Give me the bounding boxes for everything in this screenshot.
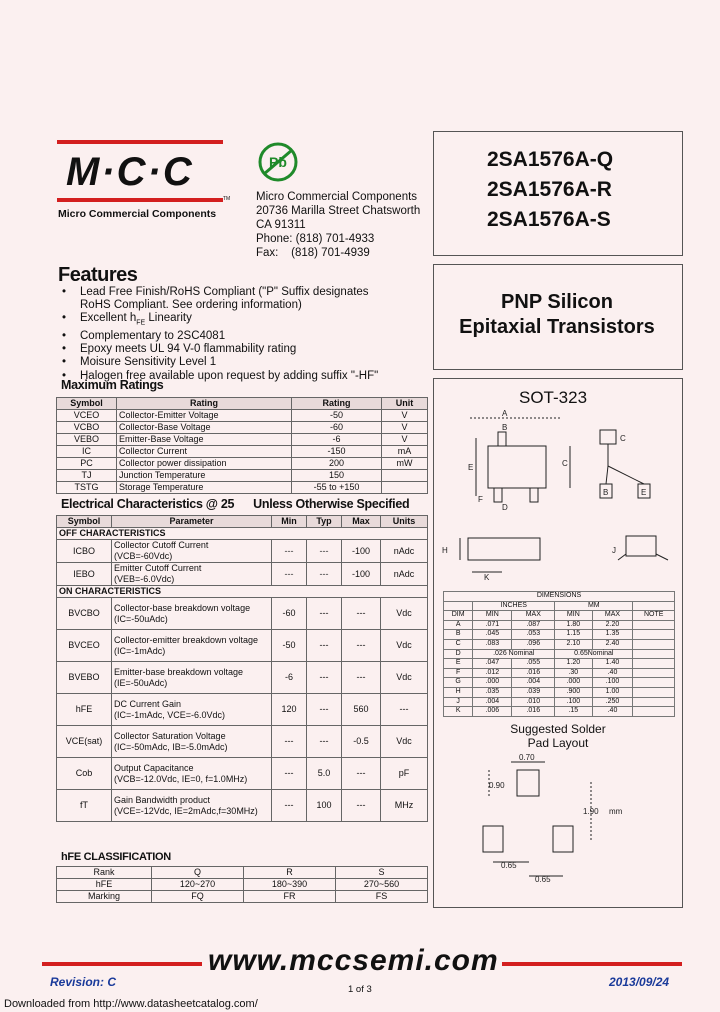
cell: .250 [592, 697, 633, 707]
solder-pad [517, 770, 539, 796]
table-row [57, 434, 428, 446]
cell: --- [307, 630, 342, 662]
cell: Vdc [381, 630, 428, 662]
cell: 1.80 [555, 620, 592, 630]
group-header: MM [555, 601, 633, 611]
footer-bar-right [502, 962, 682, 966]
cell: .083 [473, 639, 512, 649]
website-url[interactable]: www.mccsemi.com [208, 944, 499, 977]
part-number: 2SA1576A-Q [487, 148, 614, 171]
cell: -60 [272, 598, 307, 630]
cell: --- [342, 662, 381, 694]
cell: --- [342, 758, 381, 790]
param-name: Collector-emitter breakdown voltage [114, 634, 259, 645]
lead [498, 432, 506, 446]
table-header: Rating [117, 398, 292, 410]
cell: .045 [473, 630, 512, 640]
solder-title-line2: Pad Layout [527, 736, 589, 750]
cell [112, 630, 272, 662]
cell: nAdc [381, 540, 428, 563]
table-row [57, 598, 428, 630]
features-list [60, 286, 400, 383]
cell: mA [382, 446, 428, 458]
cell: DIM [444, 611, 473, 621]
cell: E [444, 659, 473, 669]
cell: Collector power dissipation [117, 458, 292, 470]
cell: MAX [592, 611, 633, 621]
table-row [57, 662, 428, 694]
cell [112, 758, 272, 790]
footer-bar-left [42, 962, 202, 966]
cell: ICBO [57, 540, 112, 563]
dim-title: DIMENSIONS [444, 592, 675, 602]
cell: nAdc [381, 563, 428, 586]
table-row [444, 697, 675, 707]
cell: Junction Temperature [117, 470, 292, 482]
cell: --- [342, 630, 381, 662]
cell: K [444, 707, 473, 717]
pin-label: C [620, 434, 626, 443]
address-line: CA 91311 [256, 219, 306, 231]
table-row [444, 649, 675, 659]
table-row [57, 422, 428, 434]
cell: Storage Temperature [117, 482, 292, 494]
cell: --- [342, 790, 381, 822]
cell: Q [152, 867, 244, 879]
cell: VCEO [57, 410, 117, 422]
cell [633, 649, 675, 659]
cell [633, 630, 675, 640]
cell: Vdc [381, 662, 428, 694]
table-row [444, 678, 675, 688]
cell [633, 639, 675, 649]
cell: J [444, 697, 473, 707]
features-title: Features [58, 264, 138, 286]
cell: .053 [512, 630, 555, 640]
table-row [57, 630, 428, 662]
dim-label: D [502, 503, 508, 512]
description-line1: PNP Silicon [501, 291, 613, 313]
dim-label: H [442, 546, 448, 555]
feature-item: • Halogen free available upon request by adding suffix "-HF" [60, 370, 400, 383]
cell: Collector-Emitter Voltage [117, 410, 292, 422]
cell: Collector-Base Voltage [117, 422, 292, 434]
cell: .055 [512, 659, 555, 669]
download-source: Downloaded from http://www.datasheetcatalog.com/ [4, 998, 258, 1010]
cell: BVCBO [57, 598, 112, 630]
cell: .30 [555, 668, 592, 678]
table-row [444, 620, 675, 630]
cell: MIN [555, 611, 592, 621]
feature-item: • Lead Free Finish/RoHS Compliant ("P" Suffix designates RoHS Compliant. See ordering information) [60, 286, 400, 312]
cell: .039 [512, 687, 555, 697]
param-cond: (IC=-50uAdc) [114, 613, 168, 624]
table-header: Parameter [112, 516, 272, 528]
hfe-class-title: hFE CLASSIFICATION [61, 851, 171, 863]
address-line: Micro Commercial Components [256, 191, 418, 203]
table-row [57, 563, 428, 586]
cell: C [444, 639, 473, 649]
table-header: Max [342, 516, 381, 528]
cell [112, 540, 272, 563]
table-header: Min [272, 516, 307, 528]
cell: 120~270 [152, 879, 244, 891]
cell: .087 [512, 620, 555, 630]
header-bar-bottom [57, 198, 223, 202]
table-row [444, 668, 675, 678]
cell: -6 [292, 434, 382, 446]
address-line: 20736 Marilla Street Chatsworth [256, 205, 421, 217]
cell: -0.5 [342, 726, 381, 758]
cell [633, 707, 675, 717]
table-row [57, 410, 428, 422]
param-name: Collector Cutoff Current [114, 540, 209, 550]
cell: --- [307, 540, 342, 563]
cell [633, 687, 675, 697]
package-outline-diagram [440, 408, 676, 588]
pb-free-icon [256, 140, 300, 184]
cell [382, 470, 428, 482]
cell: IEBO [57, 563, 112, 586]
param-name: DC Current Gain [114, 698, 182, 709]
dim-label: mm [609, 807, 623, 816]
cell: --- [342, 598, 381, 630]
cell: --- [307, 563, 342, 586]
cell: --- [272, 726, 307, 758]
cell: .40 [592, 707, 633, 717]
cell: .010 [512, 697, 555, 707]
doc-date: 2013/09/24 [609, 975, 670, 989]
table-row [57, 694, 428, 726]
cell [633, 678, 675, 688]
param-name: Gain Bandwidth product [114, 794, 211, 805]
cell: -150 [292, 446, 382, 458]
cell: .096 [512, 639, 555, 649]
logo-tm: TM [223, 196, 231, 202]
cell: .900 [555, 687, 592, 697]
table-row [57, 446, 428, 458]
cell: MHz [381, 790, 428, 822]
package-body [488, 446, 546, 488]
table-row [444, 707, 675, 717]
cell: .004 [473, 697, 512, 707]
dim-label: K [484, 573, 490, 582]
cell: -6 [272, 662, 307, 694]
pb-label: Pb [269, 154, 287, 170]
table-row [57, 540, 428, 563]
cell: .016 [512, 707, 555, 717]
cell: mW [382, 458, 428, 470]
param-name: Collector-base breakdown voltage [114, 602, 251, 613]
cell: 270~560 [336, 879, 428, 891]
max-ratings-title: Maximum Ratings [61, 378, 164, 392]
param-cond: (IC=-50mAdc, IB=-5.0mAdc) [114, 741, 228, 752]
dim-label: F [478, 495, 483, 504]
cell: hFE [57, 879, 152, 891]
side-view-body [468, 538, 540, 560]
cell: TJ [57, 470, 117, 482]
cell: -100 [342, 563, 381, 586]
solder-pad [553, 826, 573, 852]
section-label: ON CHARACTERISTICS [57, 586, 428, 598]
table-row [57, 758, 428, 790]
cell: 1.00 [592, 687, 633, 697]
cell: -100 [342, 540, 381, 563]
cell: PC [57, 458, 117, 470]
address-line: Fax: (818) 701-4939 [256, 247, 370, 259]
header-bar-top [57, 140, 223, 144]
cell: fT [57, 790, 112, 822]
table-row [57, 726, 428, 758]
part-number: 2SA1576A-S [487, 208, 611, 231]
lead [494, 488, 502, 502]
cell: 2.10 [555, 639, 592, 649]
pin-label: B [603, 488, 609, 497]
dim-label: A [502, 409, 508, 418]
cell: 560 [342, 694, 381, 726]
cell: --- [272, 563, 307, 586]
dim-label: 0.65 [535, 875, 551, 884]
param-cond: (VCB=-60Vdc) [114, 551, 173, 561]
param-name: Emitter Cutoff Current [114, 563, 202, 573]
cell: S [336, 867, 428, 879]
solder-pad-diagram [475, 752, 675, 892]
dim-label: 0.70 [519, 753, 535, 762]
cell: --- [307, 694, 342, 726]
table-header: Symbol [57, 398, 117, 410]
cell: F [444, 668, 473, 678]
cell: hFE [57, 694, 112, 726]
cell: 2.20 [592, 620, 633, 630]
cell: .100 [555, 697, 592, 707]
param-cond: (IC=-1mAdc, VCE=-6.0Vdc) [114, 709, 226, 720]
table-header: Typ [307, 516, 342, 528]
cell: FQ [152, 891, 244, 903]
dim-label: E [468, 463, 474, 472]
cell: FR [244, 891, 336, 903]
table-row [57, 879, 428, 891]
cell: --- [272, 540, 307, 563]
company-address [256, 190, 420, 260]
param-cond: (VCB=-12.0Vdc, IE=0, f=1.0MHz) [114, 773, 248, 784]
cell: Vdc [381, 598, 428, 630]
cell: Marking [57, 891, 152, 903]
feature-item: • Epoxy meets UL 94 V-0 flammability rating [60, 343, 400, 356]
cell: H [444, 687, 473, 697]
cell: 2.40 [592, 639, 633, 649]
cell: --- [272, 790, 307, 822]
feature-item: • Moisure Sensitivity Level 1 [60, 356, 400, 369]
company-sub: Micro Commercial Components [58, 208, 217, 220]
cell: MAX [512, 611, 555, 621]
cell: BVCEO [57, 630, 112, 662]
dimensions-table [443, 591, 675, 717]
table-header: Units [381, 516, 428, 528]
cell [633, 601, 675, 611]
cell: .004 [512, 678, 555, 688]
table-header: Unit [382, 398, 428, 410]
feature-item: • Excellent $h_{FE}$ Linearity [60, 312, 400, 330]
cell: -50 [292, 410, 382, 422]
solder-title-line1: Suggested Solder [510, 722, 606, 736]
cell: MIN [473, 611, 512, 621]
mcc-logo: M·C·C [66, 150, 194, 194]
cell: --- [307, 598, 342, 630]
group-header: INCHES [473, 601, 555, 611]
cell: 120 [272, 694, 307, 726]
cell [444, 601, 473, 611]
cell: --- [307, 726, 342, 758]
cell [633, 668, 675, 678]
cell [112, 563, 272, 586]
dim-label: 1.90 [583, 807, 599, 816]
cell: V [382, 410, 428, 422]
cell [112, 694, 272, 726]
end-view-body [626, 536, 656, 556]
cell: .012 [473, 668, 512, 678]
cell: --- [272, 758, 307, 790]
cell [112, 726, 272, 758]
cell: .000 [555, 678, 592, 688]
cell: -55 to +150 [292, 482, 382, 494]
cell: .15 [555, 707, 592, 717]
table-row [444, 659, 675, 669]
param-cond: (IC=-1mAdc) [114, 645, 166, 656]
cell: 180~390 [244, 879, 336, 891]
cell [633, 620, 675, 630]
cell: TSTG [57, 482, 117, 494]
table-row [57, 470, 428, 482]
cell: R [244, 867, 336, 879]
elec-table [56, 515, 428, 822]
cell: G [444, 678, 473, 688]
param-name: Output Capacitance [114, 762, 194, 773]
cell [112, 598, 272, 630]
cell: BVEBO [57, 662, 112, 694]
cell [382, 482, 428, 494]
cell: -60 [292, 422, 382, 434]
cell: VEBO [57, 434, 117, 446]
table-header: Symbol [57, 516, 112, 528]
dim-label: 0.90 [489, 781, 505, 790]
elec-title: Electrical Characteristics @ 25 Unless Otherwise Specified [61, 497, 410, 511]
section-label: OFF CHARACTERISTICS [57, 528, 428, 540]
cell: .016 [512, 668, 555, 678]
address-line: Phone: (818) 701-4933 [256, 233, 375, 245]
cell: Emitter-Base Voltage [117, 434, 292, 446]
cell: .006 [473, 707, 512, 717]
cell [633, 697, 675, 707]
cell: Rank [57, 867, 152, 879]
dim-label: J [612, 546, 616, 555]
table-row [444, 630, 675, 640]
cell: Vdc [381, 726, 428, 758]
part-number: 2SA1576A-R [487, 178, 612, 201]
cell: 0.65Nominal [555, 649, 633, 659]
solder-title [433, 722, 683, 750]
param-cond: (IE=-50uAdc) [114, 677, 168, 688]
cell [633, 659, 675, 669]
cell: Cob [57, 758, 112, 790]
cell: .071 [473, 620, 512, 630]
param-cond: (VCE=-12Vdc, IE=2mAdc,f=30MHz) [114, 805, 258, 816]
lead [530, 488, 538, 502]
cell: 100 [307, 790, 342, 822]
cell: 150 [292, 470, 382, 482]
package-title: SOT-323 [519, 388, 588, 407]
cell: 1.35 [592, 630, 633, 640]
table-row [57, 482, 428, 494]
cell: .035 [473, 687, 512, 697]
pin-c [600, 430, 616, 444]
param-name: Emitter-base breakdown voltage [114, 666, 244, 677]
cell: V [382, 434, 428, 446]
cell: --- [381, 694, 428, 726]
cell: .100 [592, 678, 633, 688]
cell: .026 Nominal [473, 649, 555, 659]
cell: 1.15 [555, 630, 592, 640]
cell: -50 [272, 630, 307, 662]
solder-pad [483, 826, 503, 852]
table-row [444, 639, 675, 649]
cell: 1.40 [592, 659, 633, 669]
cell: VCBO [57, 422, 117, 434]
cell: V [382, 422, 428, 434]
description-line2: Epitaxial Transistors [459, 316, 655, 338]
cell: B [444, 630, 473, 640]
param-name: Collector Saturation Voltage [114, 730, 226, 741]
table-row [444, 687, 675, 697]
cell [112, 790, 272, 822]
dim-label: 0.65 [501, 861, 517, 870]
cell: 200 [292, 458, 382, 470]
hfe-class-table [56, 866, 428, 903]
dim-label: B [502, 423, 508, 432]
cell: .000 [473, 678, 512, 688]
dim-label: C [562, 459, 568, 468]
max-ratings-table [56, 397, 428, 494]
cell: Collector Current [117, 446, 292, 458]
cell: VCE(sat) [57, 726, 112, 758]
table-row [57, 458, 428, 470]
cell: A [444, 620, 473, 630]
cell: FS [336, 891, 428, 903]
cell: .40 [592, 668, 633, 678]
page-number: 1 of 3 [348, 984, 372, 995]
cell: IC [57, 446, 117, 458]
cell: 1.20 [555, 659, 592, 669]
feature-item: • Complementary to 2SC4081 [60, 330, 400, 343]
table-row [57, 867, 428, 879]
revision: Revision: C [50, 975, 117, 989]
cell: D [444, 649, 473, 659]
table-row [57, 891, 428, 903]
cell: --- [307, 662, 342, 694]
cell: 5.0 [307, 758, 342, 790]
cell: .047 [473, 659, 512, 669]
cell: pF [381, 758, 428, 790]
cell [112, 662, 272, 694]
pin-label: E [641, 488, 647, 497]
table-row [57, 790, 428, 822]
cell: NOTE [633, 611, 675, 621]
param-cond: (VEB=-6.0Vdc) [114, 574, 175, 584]
table-header: Rating [292, 398, 382, 410]
